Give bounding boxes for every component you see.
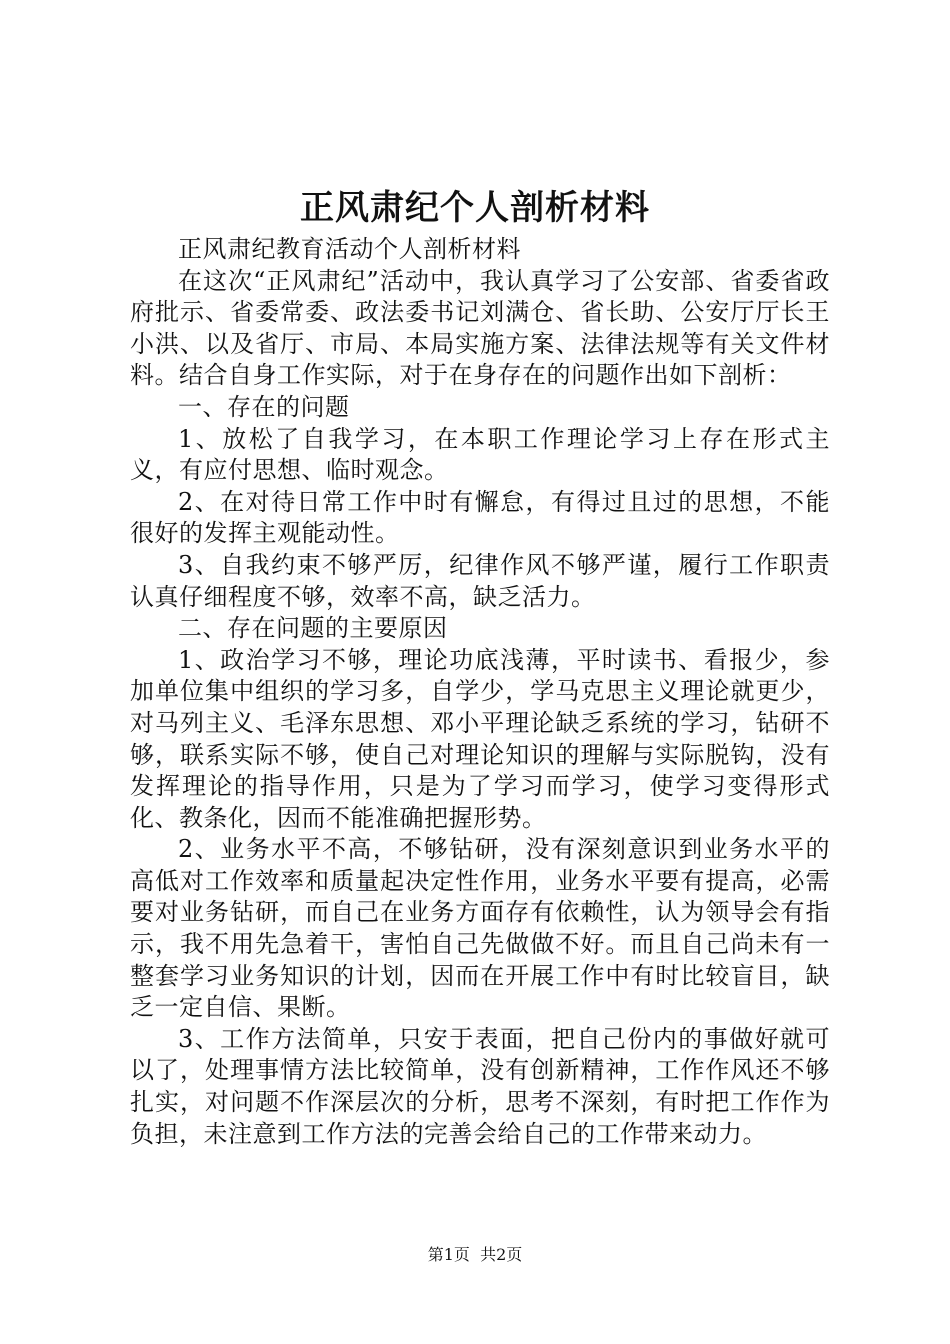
paragraph-cause-2: 2、业务水平不高，不够钻研，没有深刻意识到业务水平的高低对工作效率和质量起决定性作用，业务水平要有提高，必需要对业务钻研，而自己在业务方面存有依赖性，认为领导会有指示，我不用先急着干，害怕自己先做做不好。而且自己尚未有一整套学习业务知识的计划，因而在开展工作中有时比较盲目，缺乏一定自信、果断。 xyxy=(130,835,830,1022)
paragraph-cause-3: 3、工作方法简单，只安于表面，把自己份内的事做好就可以了，处理事情方法比较简单，没有创新精神，工作作风还不够扎实，对问题不作深层次的分析，思考不深刻，有时把工作作为负担，未注意到工作方法的完善会给自己的工作带来动力。 xyxy=(130,1024,830,1148)
document-title: 正风肃纪个人剖析材料 xyxy=(300,188,650,228)
page-footer xyxy=(0,1245,950,1265)
paragraph-problem-3: 3、自我约束不够严厉，纪律作风不够严谨，履行工作职责认真仔细程度不够，效率不高，缺乏活力。 xyxy=(130,550,830,611)
paragraph-intro: 在这次“正风肃纪”活动中，我认真学习了公安部、省委省政府批示、省委常委、政法委书记刘满仓、省长助、公安厅厅长王小洪、以及省厅、市局、本局实施方案、法律法规等有关文件材料。结合自身工作实际，对于在身存在的问题作出如下剖析： xyxy=(130,266,830,390)
document-body xyxy=(130,234,830,1150)
section-heading-causes: 二、存在问题的主要原因 xyxy=(178,614,448,643)
footer-spacer xyxy=(470,1245,480,1264)
paragraph-cause-1: 1、政治学习不够，理论功底浅薄，平时读书、看报少，参加单位集中组织的学习多，自学少，学马克思主义理论就更少，对马列主义、毛泽东思想、邓小平理论缺乏系统的学习，钻研不够，联系实际不够，使自己对理论知识的理解与实际脱钩，没有发挥理论的指导作用，只是为了学习而学习，使学习变得形式化、教条化，因而不能准确把握形势。 xyxy=(130,645,830,832)
paragraph-subtitle: 正风肃纪教育活动个人剖析材料 xyxy=(178,235,521,263)
paragraph-problem-1: 1、放松了自我学习，在本职工作理论学习上存在形式主义，有应付思想、临时观念。 xyxy=(130,424,830,485)
paragraph-problem-2: 2、在对待日常工作中时有懈怠，有得过且过的思想，不能很好的发挥主观能动性。 xyxy=(130,487,830,548)
page-total: 共2页 xyxy=(480,1245,523,1264)
page-number: 第1页 xyxy=(427,1245,470,1264)
section-heading-problems: 一、存在的问题 xyxy=(178,392,350,421)
